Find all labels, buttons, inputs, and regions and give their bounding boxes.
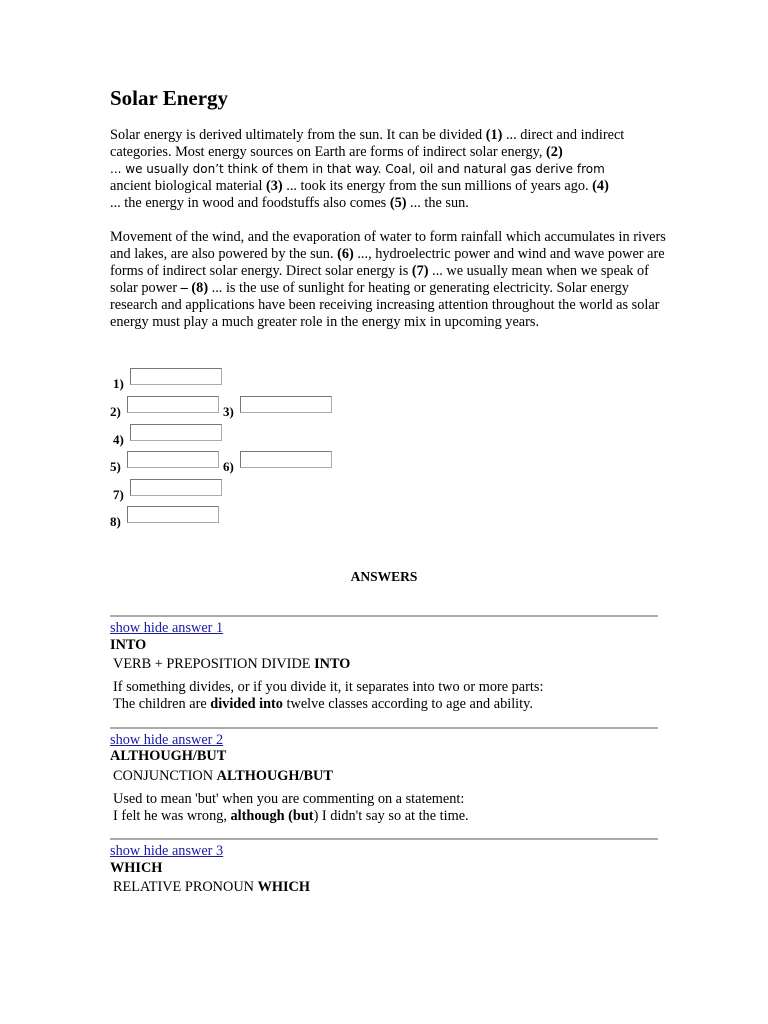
answer-2-example-text: I felt he was wrong, — [113, 808, 231, 824]
answer-1-type-bold: INTO — [314, 656, 351, 672]
answer-2-type-bold: ALTHOUGH/BUT — [216, 768, 333, 784]
answer-3-type — [113, 879, 310, 896]
gap-marker-8: (8) — [191, 280, 209, 296]
answer-1-definition-text: If something divides, or if you divide it, it separates into two or more parts: — [113, 679, 544, 695]
answers-heading: ANSWERS — [350, 569, 418, 584]
paragraph-2-text: ... we usually mean when we speak of solar power — [110, 263, 649, 296]
answer-1-example-text: twelve classes according to age and ability. — [282, 696, 533, 712]
answer-1-example-text: The children are — [113, 696, 211, 712]
separator — [110, 727, 658, 729]
answer-3-word: WHICH — [110, 860, 163, 876]
field-label-7: 7) — [113, 487, 124, 502]
separator — [110, 838, 658, 840]
paragraph-2 — [110, 229, 670, 331]
paragraph-1-text: Solar energy is derived ultimately from the sun. It can be divided — [110, 127, 486, 143]
field-label-3: 3) — [223, 404, 234, 419]
gap-marker-4: (4) — [592, 178, 609, 194]
answer-1-definition — [113, 679, 653, 713]
field-label-1: 1) — [113, 376, 124, 391]
show-hide-answer-1-link[interactable]: show hide answer 1 — [110, 620, 224, 636]
field-label-5: 5) — [110, 459, 121, 474]
answer-1-type-text: VERB + PREPOSITION DIVIDE — [113, 656, 315, 672]
answer-1-word: INTO — [110, 637, 147, 653]
field-label-6: 6) — [223, 459, 234, 474]
paragraph-1-text: ancient biological material — [110, 178, 267, 194]
answer-2-definition-text: Used to mean 'but' when you are commenting on a statement: — [113, 791, 465, 807]
answer-3-type-bold: WHICH — [257, 879, 310, 895]
answer-2-example-bold: although (but — [230, 808, 314, 824]
gap-marker-2: (2) — [546, 144, 563, 160]
field-label-8: 8) — [110, 514, 121, 529]
paragraph-2-text: ..., hydroelectric power and wind and wave power are forms of indirect solar energy. Direct solar energy is — [110, 246, 665, 279]
answer-2-type — [113, 768, 333, 785]
paragraph-1-text: ... the sun. — [406, 195, 469, 211]
answer-2-type-text: CONJUNCTION — [113, 768, 217, 784]
gap-marker-5: (5) — [389, 195, 407, 211]
gap-marker-3: (3) — [266, 178, 283, 194]
field-label-2: 2) — [110, 404, 121, 419]
answer-1-example-bold: divided into — [210, 696, 283, 712]
answer-2-definition — [113, 791, 653, 825]
answer-input-4[interactable] — [130, 424, 222, 441]
paragraph-1 — [110, 127, 670, 212]
answer-input-8[interactable] — [127, 506, 219, 523]
answer-1-type — [113, 656, 350, 673]
answer-input-3[interactable] — [240, 396, 332, 413]
answer-input-6[interactable] — [240, 451, 332, 468]
dash: – — [180, 280, 188, 296]
gap-marker-6: (6) — [337, 246, 354, 262]
paragraph-1-text: ... direct and indirect categories. Most energy sources on Earth are forms of indirect solar energy, — [110, 127, 625, 160]
field-label-4: 4) — [113, 432, 124, 447]
paragraph-2-text: Movement of the wind, and the evaporation of water to form rainfall which accumulates in rivers and lakes, are also powered by the sun. — [110, 229, 666, 262]
answer-2-example-text: ) I didn't say so at the time. — [313, 808, 469, 824]
page-title: Solar Energy — [110, 86, 229, 110]
paragraph-1-handwritten-line: ... we usually don’t think of them in that way. Coal, oil and natural gas derive from — [110, 162, 605, 176]
answer-input-7[interactable] — [130, 479, 222, 496]
gap-marker-1: (1) — [485, 127, 503, 143]
paragraph-1-text: ... took its energy from the sun millions of years ago. — [282, 178, 593, 194]
gap-marker-7: (7) — [411, 263, 429, 279]
paragraph-1-text: ... the energy in wood and foodstuffs also comes — [110, 195, 390, 211]
show-hide-answer-3-link[interactable]: show hide answer 3 — [110, 843, 224, 859]
separator — [110, 615, 658, 617]
paragraph-2-text: ... is the use of sunlight for heating or generating electricity. Solar energy research and applications have been receiving increasing attention throughout the world as solar energy must play a much greater role in the energy mix in upcoming years. — [110, 280, 660, 330]
answer-input-1[interactable] — [130, 368, 222, 385]
answer-2-word: ALTHOUGH/BUT — [110, 748, 227, 764]
answer-input-5[interactable] — [127, 451, 219, 468]
answer-3-type-text: RELATIVE PRONOUN — [113, 879, 258, 895]
show-hide-answer-2-link[interactable]: show hide answer 2 — [110, 732, 224, 748]
answer-input-2[interactable] — [127, 396, 219, 413]
